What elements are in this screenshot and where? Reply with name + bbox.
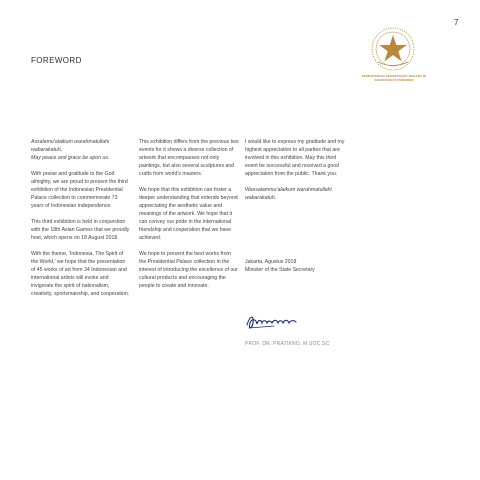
paragraph-asian-games: This third exhibition is held in conjunction with the 18th Asian Games that we proudly host, which opens on 18 August 2018. — [31, 219, 130, 241]
garuda-emblem-icon — [370, 26, 416, 72]
ministry-label — [359, 74, 429, 82]
paragraph-theme: With the theme, ‘Indonesia, The Spirit of the World,’ we hope that the presentation of 45 works of art from 34 Indonesian and international artists will evoke and invigorate the spirit of nationalism, creativity, sportsmanship, and cooperation. — [31, 251, 130, 297]
paragraph-hope-understanding: We hope that this exhibition can foster a deeper understanding that extends beyond appreciating the aesthetic value and meanings of the artwork. We hope that it can convey our pride in the international friendship and cooperation that we have achieved. — [139, 187, 238, 241]
place-date: Jakarta, Agustus 2018 — [245, 259, 297, 265]
paragraph-differs: This exhibition differs from the previous two events for it shows a diverse collection of artwork that encompasses not only paintings, but also several sculptures and crafts from world’s masters. — [139, 139, 239, 177]
column-3 — [245, 138, 345, 274]
column-1 — [31, 138, 131, 306]
paragraph-praise: With praise and gratitude to the God almighty, we are proud to present the third exhibition of the Indonesian Presidential Palace collection to commemorate 73 years of Indonesian independence. — [31, 171, 128, 209]
paragraph-gratitude: I would like to express my gratitude and my highest appreciation to all parties that are involved in this exhibition. May this third event be successful and received a good appreciation from the public. Thank you. — [245, 139, 345, 177]
page-title: FOREWORD — [31, 56, 82, 65]
page-number: 7 — [454, 18, 459, 27]
column-2 — [139, 138, 239, 298]
handwritten-signature — [244, 311, 314, 333]
signatory-role: Minister of the State Secretary — [245, 267, 315, 273]
greeting-english: May peace and grace be upon us. — [31, 155, 110, 161]
signatory-name: PROF. DR. PRATIKNO, M.SOC.SC — [245, 341, 330, 347]
closing-greeting: Wassalammu’alaikum warahmatullahi wabarakatuh. — [245, 187, 332, 201]
ministry-line-1: KEMENTERIAN SEKRETARIAT NEGARA RI — [361, 74, 427, 78]
ministry-line-2: SEKRETARIAT PRESIDEN — [374, 78, 414, 82]
greeting-paragraph — [31, 138, 131, 162]
paragraph-hope-present: We hope to present the best works from the Presidential Palace collection in the interest of introducing the excellence of our cultural products and encouraging the people to create and innovate. — [139, 251, 238, 289]
greeting-arabic: Assalamu’alaikum warahmatullahi wabarakatuh, — [31, 139, 110, 153]
